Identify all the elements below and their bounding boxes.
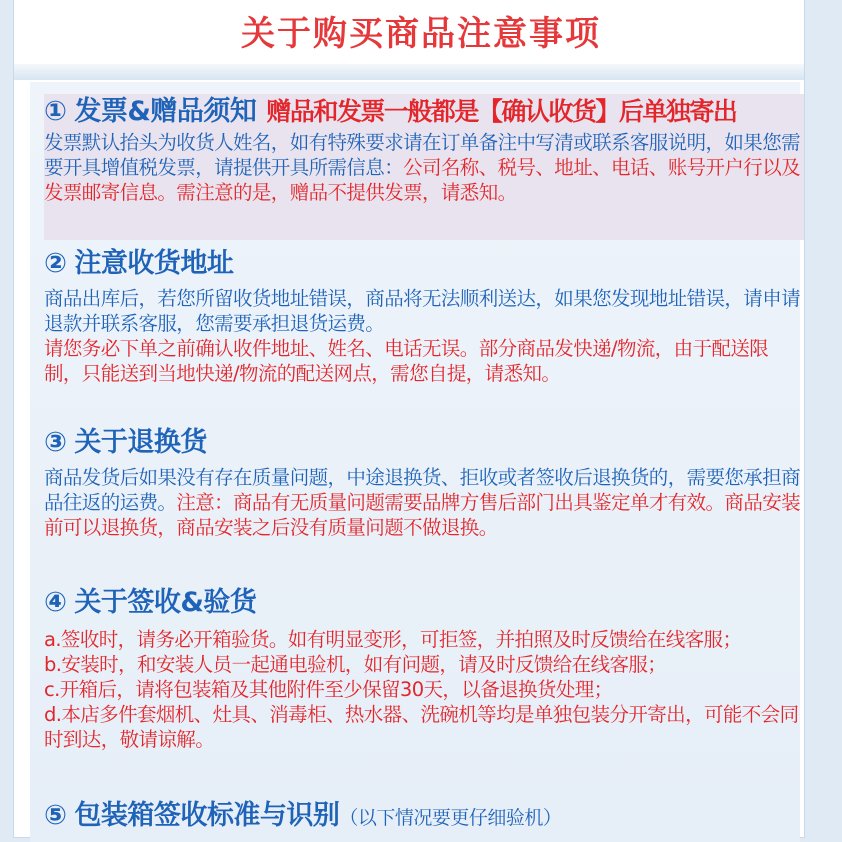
section-heading <box>44 798 804 836</box>
section-title: 关于退换货 <box>74 427 207 458</box>
section-packaging <box>44 798 804 836</box>
body-text: 商品发货后如果没有存在质量问题，中途退换货、拒收或者签收后退换货的，需要您承担商品往返的运费。 <box>44 466 801 514</box>
body-warning: 公司名称、税号、地址、电话、账号开户行以及发票邮寄信息。需注意的是，赠品不提供发票，请悉知。 <box>44 156 801 204</box>
section-highlight: 赠品和发票一般都是【确认收货】后单独寄出 <box>266 97 737 126</box>
section-warning: 请您务必下单之前确认收件地址、姓名、电话无误。部分商品发快递/物流，由于配送限制，只能送到当地快递/物流的配送网点，需您自提，请悉知。 <box>44 337 769 385</box>
section-title: 包装箱签收标准与识别 <box>74 800 340 831</box>
section-heading <box>44 425 804 461</box>
section-inspection <box>44 585 804 752</box>
page-title: 关于购买商品注意事项 <box>241 14 601 54</box>
section-heading <box>44 94 804 130</box>
circled-number-1: ① <box>44 96 67 127</box>
list-item: a.签收时，请务必开箱验货。如有明显变形，可拒签，并拍照及时反馈给在线客服； <box>44 628 742 651</box>
section-address <box>44 246 804 386</box>
list-item: d.本店多件套烟机、灶具、消毒柜、热水器、洗碗机等均是单独包装分开寄出，可能不会同时到达，敬请谅解。 <box>44 703 799 751</box>
circled-number-3: ③ <box>44 427 67 458</box>
list-item: b.安装时，和安装人员一起通电验机，如有问题，请及时反馈给在线客服； <box>44 653 667 676</box>
section-note: （以下情况要更仔细验机） <box>339 807 562 829</box>
body-warning: 注意：商品有无质量问题需要品牌方售后部门出具鉴定单才有效。商品安装前可以退换货，商品安装之后没有质量问题不做退换。 <box>44 491 801 539</box>
section-body <box>44 465 804 540</box>
section-title: 发票&赠品须知 <box>74 96 257 127</box>
section-body: 商品出库后，若您所留收货地址错误，商品将无法顺利送达，如果您发现地址错误，请申请退款并联系客服，您需要承担退货运费。 <box>44 287 801 335</box>
section-heading <box>44 585 804 621</box>
body-text: 发票默认抬头为收货人姓名，如有特殊要求请在订单备注中写清或联系客服说明，如果您需要开具增值税发票，请提供开具所需信息： <box>44 131 801 179</box>
section-title: 注意收货地址 <box>74 248 234 279</box>
list-item: c.开箱后，请将包装箱及其他附件至少保留30天，以备退换货处理； <box>44 678 613 701</box>
title-divider <box>14 64 804 80</box>
circled-number-4: ④ <box>44 587 67 618</box>
section-invoice-gift <box>44 94 804 240</box>
circled-number-5: ⑤ <box>44 800 67 831</box>
section-body <box>44 130 804 205</box>
circled-number-2: ② <box>44 248 67 279</box>
section-title: 关于签收&验货 <box>74 587 257 618</box>
section-returns <box>44 425 804 540</box>
section-heading <box>44 246 804 282</box>
